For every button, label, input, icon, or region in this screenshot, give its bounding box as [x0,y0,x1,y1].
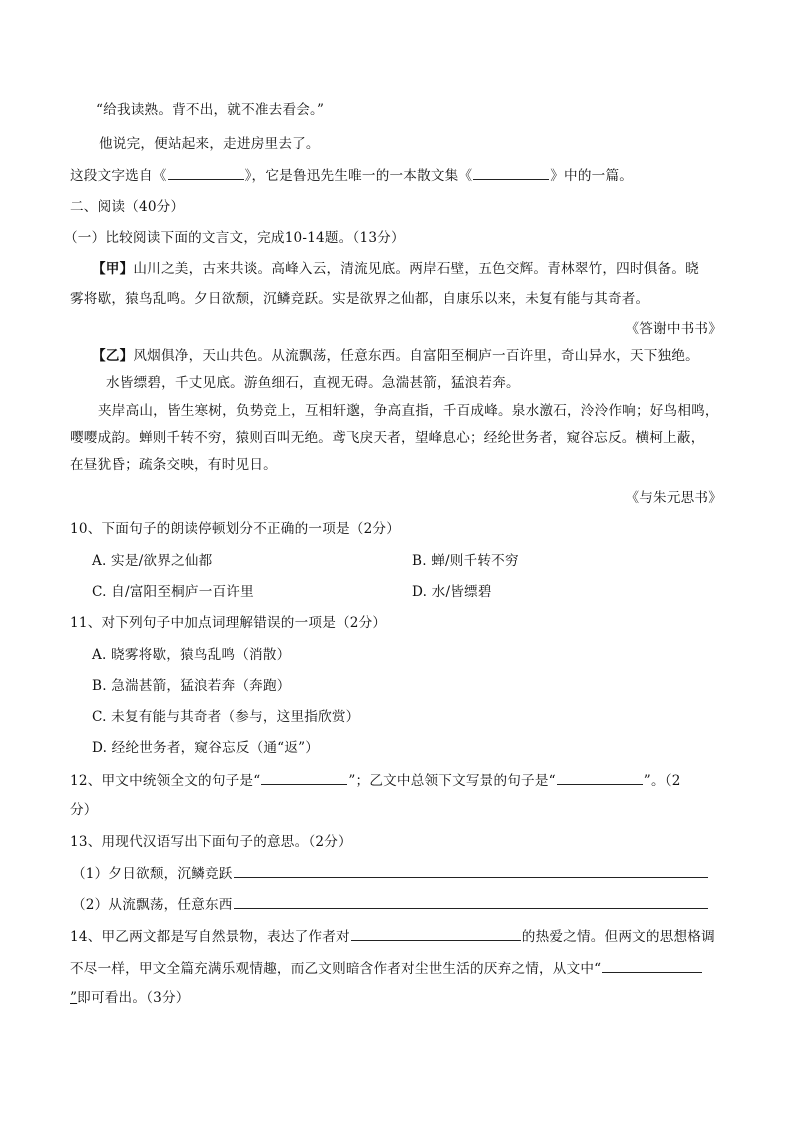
text-yi-content-1: 风烟俱净，天山共色。从流飘荡，任意东西。自富阳至桐庐一百许里，奇山异水，天下独绝。 [133,348,699,364]
q14-text-2: 的热爱之情。但两文的思想格调 [521,929,715,945]
q12-line-1 [70,770,681,791]
q12-line-2: 分） [70,802,98,818]
source-question-text-1: 这段文字选自《 [70,168,167,184]
intro-narration: 他说完，便站起来，走进房里去了。 [99,136,320,152]
text-jia-line-2: 雾将歇，猿鸟乱鸣。夕日欲颓，沉鳞竞跃。实是欲界之仙都，自康乐以来，未复有能与其奇者。 [70,291,650,307]
source-question-text-3: 》中的一篇。 [550,168,634,184]
q14-line-1 [70,926,715,947]
q14-answer-blank-2[interactable] [602,958,702,973]
source-question-text-2: 》，它是鲁迅先生唯一的一本散文集《 [244,168,473,184]
q11-option-c[interactable]: C. 未复有能与其奇者（参与，这里指欣赏） [92,709,360,725]
q12-answer-blank-yi[interactable] [557,770,643,785]
q13-sentence-1 [72,863,709,884]
text-yi-label: 【乙】 [92,348,134,364]
q10-option-b[interactable]: B. 蝉/则千转不穷 [412,553,519,569]
text-yi-source: 《与朱元思书》 [625,490,722,506]
q11-option-a[interactable]: A. 晓雾将歇，猿鸟乱鸣（消散） [92,647,291,663]
q13-answer-line-2[interactable] [234,894,708,909]
part-title: （一）比较阅读下面的文言文，完成10-14题。（13分） [64,230,405,246]
q12-answer-blank-jia[interactable] [261,770,347,785]
q14-line-2 [70,958,703,979]
q14-answer-blank-1[interactable] [351,926,521,941]
q11-option-b[interactable]: B. 急湍甚箭，猛浪若奔（奔跑） [92,678,291,694]
text-yi-line-5: 在昼犹昏；疏条交映，有时见日。 [70,457,277,473]
q14-text-1: 14、甲乙两文都是写自然景物，表达了作者对 [70,929,350,945]
text-jia-source: 《答谢中书书》 [625,321,722,337]
q13-answer-line-1[interactable] [234,863,708,878]
answer-blank-collection-title[interactable] [473,165,549,180]
text-jia-content-1: 山川之美，古来共谈。高峰入云，清流见底。两岸石壁，五色交辉。青林翠竹，四时俱备。晓 [133,261,699,277]
source-question [70,165,633,186]
text-jia-label: 【甲】 [92,261,134,277]
q10-option-c[interactable]: C. 自/富阳至桐庐一百许里 [92,584,254,600]
q12-text-2: ”；乙文中总领下文写景的句子是“ [348,773,556,789]
intro-quote: “给我读熟。背不出，就不准去看会。” [96,102,325,118]
q14-text-3: 不尽一样，甲文全篇充满乐观情趣，而乙文则暗含作者对尘世生活的厌弃之情，从文中“ [70,961,602,977]
q12-text-3: ”。（2 [643,773,681,789]
q13-sentence-2-text: （2）从流飘荡，任意东西 [72,897,233,913]
q12-text-1: 12、甲文中统领全文的句子是“ [70,773,261,789]
q14-closing-quote: ” [70,990,78,1006]
q13-sentence-1-text: （1）夕日欲颓，沉鳞竞跃 [72,866,233,882]
section-title: 二、阅读（40分） [70,199,185,215]
text-yi-line-4: 嘤嘤成韵。蝉则千转不穷，猿则百叫无绝。鸢飞戾天者，望峰息心；经纶世务者，窥谷忘反。横柯上蔽， [70,430,705,446]
q11-option-d[interactable]: D. 经纶世务者，窥谷忘反（通“返”） [92,740,320,756]
q11-stem: 11、对下列句子中加点词理解错误的一项是（2分） [70,615,387,631]
q10-option-d[interactable]: D. 水/皆缥碧 [412,584,492,600]
q10-stem: 10、下面句子的朗读停顿划分不正确的一项是（2分） [70,521,401,537]
q13-stem: 13、用现代汉语写出下面句子的意思。（2分） [70,834,352,850]
q10-option-a[interactable]: A. 实是/欲界之仙都 [92,553,213,569]
text-yi-line-1 [92,346,699,366]
q13-sentence-2 [72,894,709,915]
q14-line-3 [70,988,190,1008]
text-yi-line-3: 夹岸高山，皆生寒树，负势竞上，互相轩邈，争高直指，千百成峰。泉水激石，泠泠作响；好鸟相鸣， [98,403,719,419]
text-yi-line-2: 水皆缥碧，千丈见底。游鱼细石，直视无碍。急湍甚箭，猛浪若奔。 [106,375,520,391]
text-jia-line-1 [92,259,699,279]
q14-text-4: 即可看出。（3分） [77,990,190,1006]
answer-blank-essay-title[interactable] [168,165,244,180]
